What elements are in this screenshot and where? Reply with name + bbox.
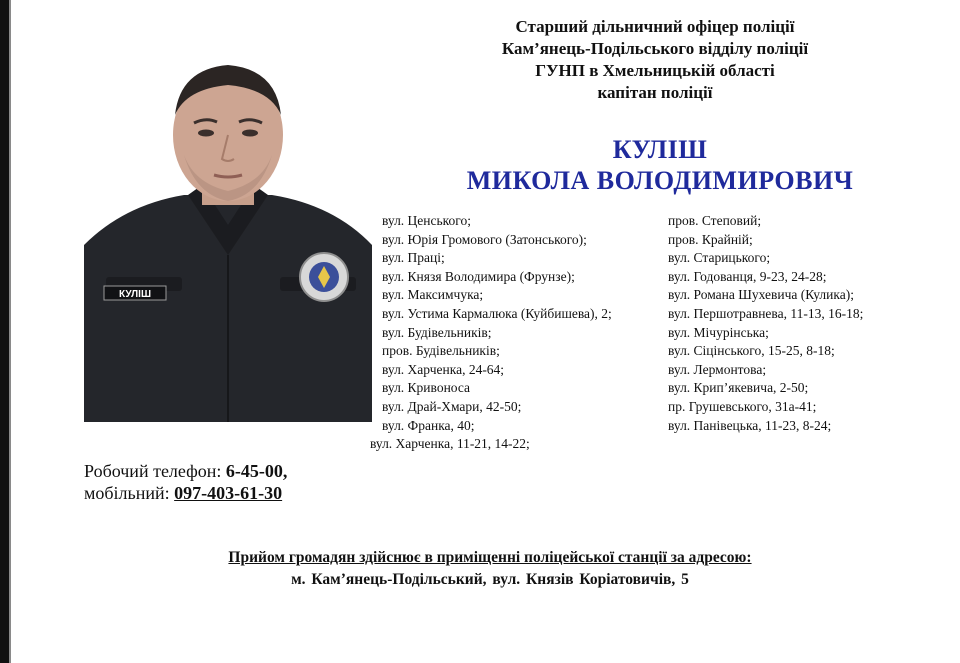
reception-address: м. Кам’янець-Подільський, вул. Князів Коріатовичів, 5 bbox=[291, 571, 689, 588]
mobile-phone-label: мобільний: bbox=[84, 483, 170, 503]
street-list-item: вул. Старицького; bbox=[668, 250, 771, 266]
reception-info bbox=[130, 547, 850, 592]
officer-given-names: МИКОЛА ВОЛОДИМИРОВИЧ bbox=[466, 166, 854, 195]
street-list-item: вул. Юрія Громового (Затонського); bbox=[382, 231, 587, 247]
mobile-phone-row bbox=[84, 482, 287, 504]
street-list-item: вул. Панівецька, 11-23, 8-24; bbox=[668, 417, 832, 433]
street-list-item: вул. Князя Володимира (Фрунзе); bbox=[382, 268, 575, 284]
street-list-item: пр. Грушевського, 31а-41; bbox=[668, 398, 817, 414]
officer-position-header bbox=[450, 16, 860, 104]
window-edge-line bbox=[9, 0, 11, 663]
street-list-item: вул. Сіцінського, 15-25, 8-18; bbox=[668, 343, 835, 359]
street-list-item: вул. Крип’якевича, 2-50; bbox=[668, 380, 809, 396]
street-list-item: вул. Драй-Хмари, 42-50; bbox=[382, 398, 522, 414]
street-list-item: вул. Мічурінська; bbox=[668, 324, 769, 340]
street-list-item: пров. Крайній; bbox=[668, 231, 753, 247]
uniform-name-tag: КУЛІШ bbox=[118, 289, 152, 300]
position-title: Старший дільничний офіцер поліції bbox=[515, 17, 795, 36]
streets-right-column bbox=[668, 212, 863, 435]
reception-notice: Прийом громадян здійснює в приміщенні поліцейської станції за адресою: bbox=[228, 549, 752, 566]
street-list-item: вул. Лермонтова; bbox=[668, 361, 767, 377]
streets-left-column bbox=[370, 212, 612, 454]
street-list-item: вул. Ценського; bbox=[382, 213, 471, 228]
street-list-item: вул. Харченка, 24-64; bbox=[382, 361, 505, 377]
street-list-item: вул. Устима Кармалюка (Куйбишева), 2; bbox=[382, 305, 612, 321]
street-list-item: вул. Франка, 40; bbox=[382, 417, 475, 433]
street-list-item: вул. Будівельників; bbox=[382, 324, 492, 340]
work-phone-number: 6-45-00, bbox=[225, 461, 288, 481]
officer-rank: капітан поліції bbox=[597, 83, 713, 102]
street-list-item: вул. Кривоноса bbox=[382, 380, 471, 396]
window-edge-bar bbox=[0, 0, 9, 663]
street-list-item: вул. Праці; bbox=[382, 250, 445, 266]
officer-surname: КУЛІШ bbox=[612, 135, 708, 164]
street-list-item: вул. Харченка, 11-21, 14-22; bbox=[370, 436, 530, 452]
street-list-item: вул. Годованця, 9-23, 24-28; bbox=[668, 268, 827, 284]
department-name: Кам’янець-Подільського відділу поліції bbox=[501, 39, 809, 58]
street-list-item: пров. Будівельників; bbox=[382, 343, 500, 359]
street-list-item: пров. Степовий; bbox=[668, 213, 762, 228]
regional-directorate: ГУНП в Хмельницькій області bbox=[535, 61, 775, 80]
mobile-phone-number: 097-403-61-30 bbox=[174, 483, 283, 503]
work-phone-label: Робочий телефон: bbox=[84, 461, 222, 481]
contact-phones bbox=[84, 460, 287, 504]
work-phone-row bbox=[84, 460, 287, 482]
officer-photo bbox=[84, 55, 372, 422]
officer-name bbox=[430, 135, 890, 197]
street-list-item: вул. Максимчука; bbox=[382, 287, 484, 303]
street-list-item: вул. Романа Шухевича (Кулика); bbox=[668, 287, 854, 303]
street-list-item: вул. Першотравнева, 11-13, 16-18; bbox=[668, 305, 864, 321]
